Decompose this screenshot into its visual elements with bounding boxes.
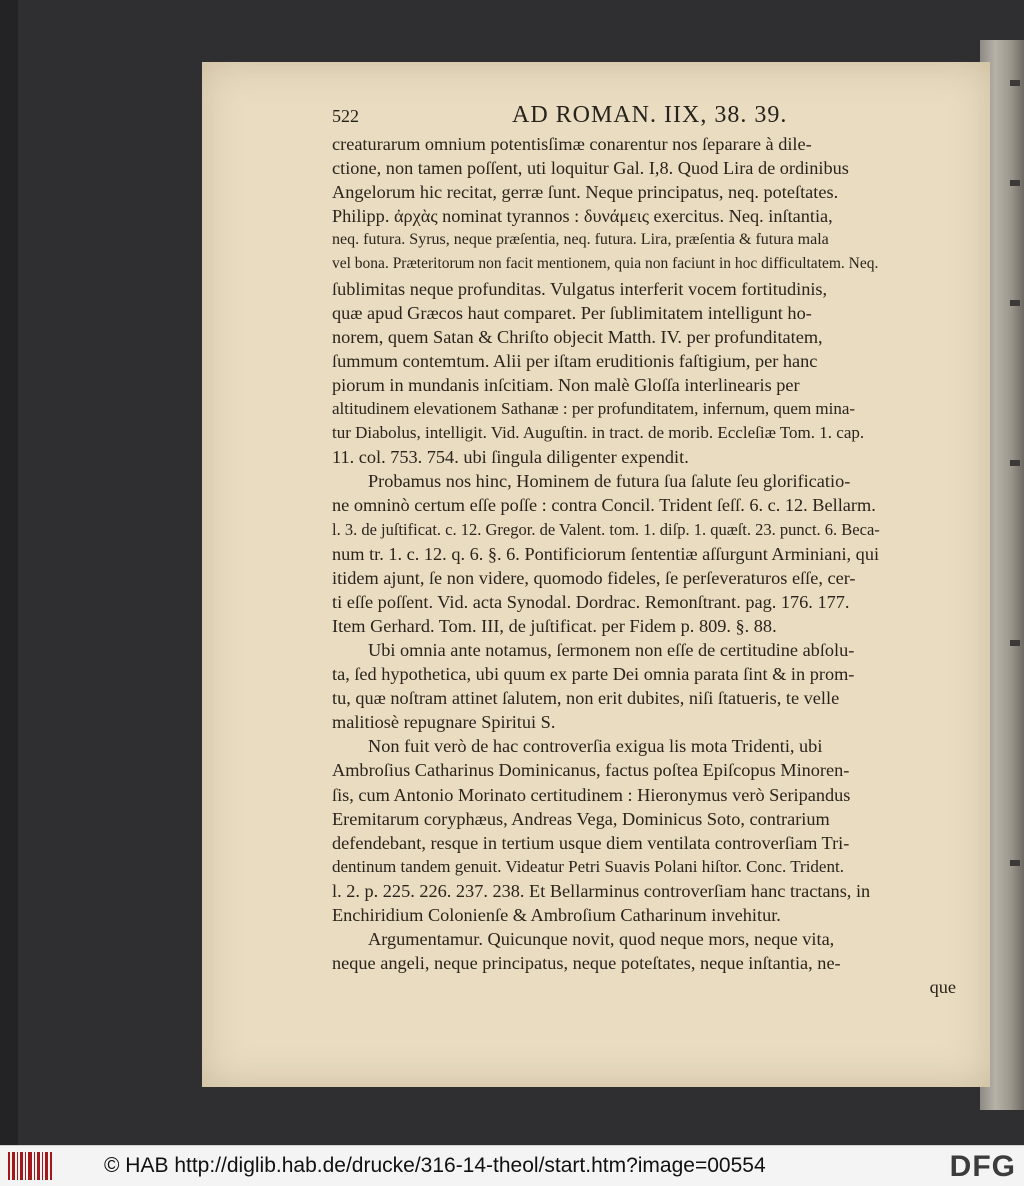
text-line: defendebant, resque in tertium usque diem ventilata controverſiam Tri- <box>332 832 850 853</box>
page-content <box>332 102 962 1072</box>
text-line: Enchiridium Colonienſe & Ambroſium Catharinum invehitur. <box>332 905 781 925</box>
text-line: ta, ſed hypothetica, ubi quum ex parte Dei omnia parata ſint & in prom- <box>332 664 855 685</box>
text-line: tu, quæ noſtram attinet ſalutem, non erit dubites, niſi ſtatueris, te velle <box>332 688 840 709</box>
text-line: l. 3. de juſtificat. c. 12. Gregor. de Valent. tom. 1. diſp. 1. quæſt. 23. punct. 6. Beca- <box>332 519 880 539</box>
barcode-icon <box>8 1152 52 1180</box>
text-line: num tr. 1. c. 12. q. 6. §. 6. Pontificiorum ſententiæ aſſurgunt Arminiani, qui <box>332 543 880 564</box>
text-line: ſublimitas neque profunditas. Vulgatus interferit vocem fortitudinis, <box>332 278 828 299</box>
running-head-title: AD ROMAN. IIX, 38. 39. <box>512 102 788 128</box>
dfg-logo: DFG <box>949 1150 1016 1183</box>
text-line: Angelorum hic recitat, gerræ ſunt. Neque principatus, neq. poteſtates. <box>332 182 839 203</box>
page-edge-notch <box>1010 860 1020 866</box>
page-number: 522 <box>332 106 359 126</box>
text-line: l. 2. p. 225. 226. 237. 238. Et Bellarminus controverſiam hanc tractans, in <box>332 880 871 901</box>
text-line: malitiosè repugnare Spiritui S. <box>332 712 556 733</box>
page-edge-notch <box>1010 640 1020 646</box>
text-line: 11. col. 753. 754. ubi ſingula diligenter expendit. <box>332 447 689 468</box>
text-line: Philipp. ἀρχὰς nominat tyrannos : δυνάμεις exercitus. Neq. inſtantia, <box>332 206 833 227</box>
book-page <box>202 62 990 1087</box>
text-line: ti eſſe poſſent. Vid. acta Synodal. Dordrac. Remonſtrant. pag. 176. 177. <box>332 591 850 612</box>
text-line: Non fuit verò de hac controverſia exigua lis mota Tridenti, ubi <box>368 736 823 757</box>
text-line: Eremitarum coryphæus, Andreas Vega, Dominicus Soto, contrarium <box>332 808 830 829</box>
text-line: ſummum contemtum. Alii per iſtam eruditionis faſtigium, per hanc <box>332 350 818 371</box>
text-line: creaturarum omnium potentisſimæ conarentur nos ſeparare à dile- <box>332 134 812 154</box>
text-line: piorum in mundanis inſcitiam. Non malè Gloſſa interlinearis per <box>332 374 800 395</box>
text-line: quæ apud Græcos haut comparet. Per ſublimitatem intelligunt ho- <box>332 302 812 323</box>
text-line: ctione, non tamen poſſent, uti loquitur Gal. I,8. Quod Lira de ordinibus <box>332 158 849 179</box>
text-line: ſis, cum Antonio Morinato certitudinem : Hieronymus verò Seripandus <box>332 784 851 805</box>
text-line: Probamus nos hinc, Hominem de futura ſua ſalute ſeu glorificatio- <box>368 471 851 492</box>
page-edge-notch <box>1010 300 1020 306</box>
text-line: itidem ajunt, ſe non videre, quomodo fideles, ſe perſeveraturos eſſe, cer- <box>332 567 856 588</box>
page-edge-notch <box>1010 180 1020 186</box>
text-line: Ubi omnia ante notamus, ſermonem non eſſe de certitudine abſolu- <box>368 639 855 660</box>
text-line: Argumentamur. Quicunque novit, quod neque mors, neque vita, <box>368 929 835 950</box>
text-line: norem, quem Satan & Chriſto objecit Matth. IV. per profunditatem, <box>332 326 823 347</box>
text-line: Ambroſius Catharinus Dominicanus, factus poſtea Epiſcopus Minoren- <box>332 760 850 781</box>
catchword: que <box>929 977 956 998</box>
binding-shadow <box>0 0 18 1145</box>
text-line: Item Gerhard. Tom. III, de juſtificat. per Fidem p. 809. §. 88. <box>332 615 777 636</box>
footer-bar <box>0 1145 1024 1186</box>
body-text <box>332 132 962 999</box>
page-edge-notch <box>1010 460 1020 466</box>
text-line: neq. futura. Syrus, neque præſentia, neq. futura. Lira, præſentia & futura mala <box>332 231 829 249</box>
text-line: tur Diabolus, intelligit. Vid. Auguſtin. in tract. de morib. Eccleſiæ Tom. 1. cap. <box>332 423 865 443</box>
text-line: vel bona. Præteritorum non facit mentionem, quia non faciunt in hoc difficultatem. Neq. <box>332 255 879 273</box>
text-line: altitudinem elevationem Sathanæ : per profunditatem, infernum, quem mina- <box>332 399 856 419</box>
text-line: dentinum tandem genuit. Videatur Petri Suavis Polani hiſtor. Conc. Trident. <box>332 856 844 876</box>
text-line: neque angeli, neque principatus, neque poteſtates, neque inſtantia, ne- <box>332 953 841 974</box>
text-line: ne omninò certum eſſe poſſe : contra Concil. Trident ſeſſ. 6. c. 12. Bellarm. <box>332 495 876 516</box>
page-edge-notch <box>1010 80 1020 86</box>
copyright-link[interactable]: © HAB http://diglib.hab.de/drucke/316-14-theol/start.htm?image=00554 <box>104 1154 766 1177</box>
running-head <box>332 102 962 128</box>
